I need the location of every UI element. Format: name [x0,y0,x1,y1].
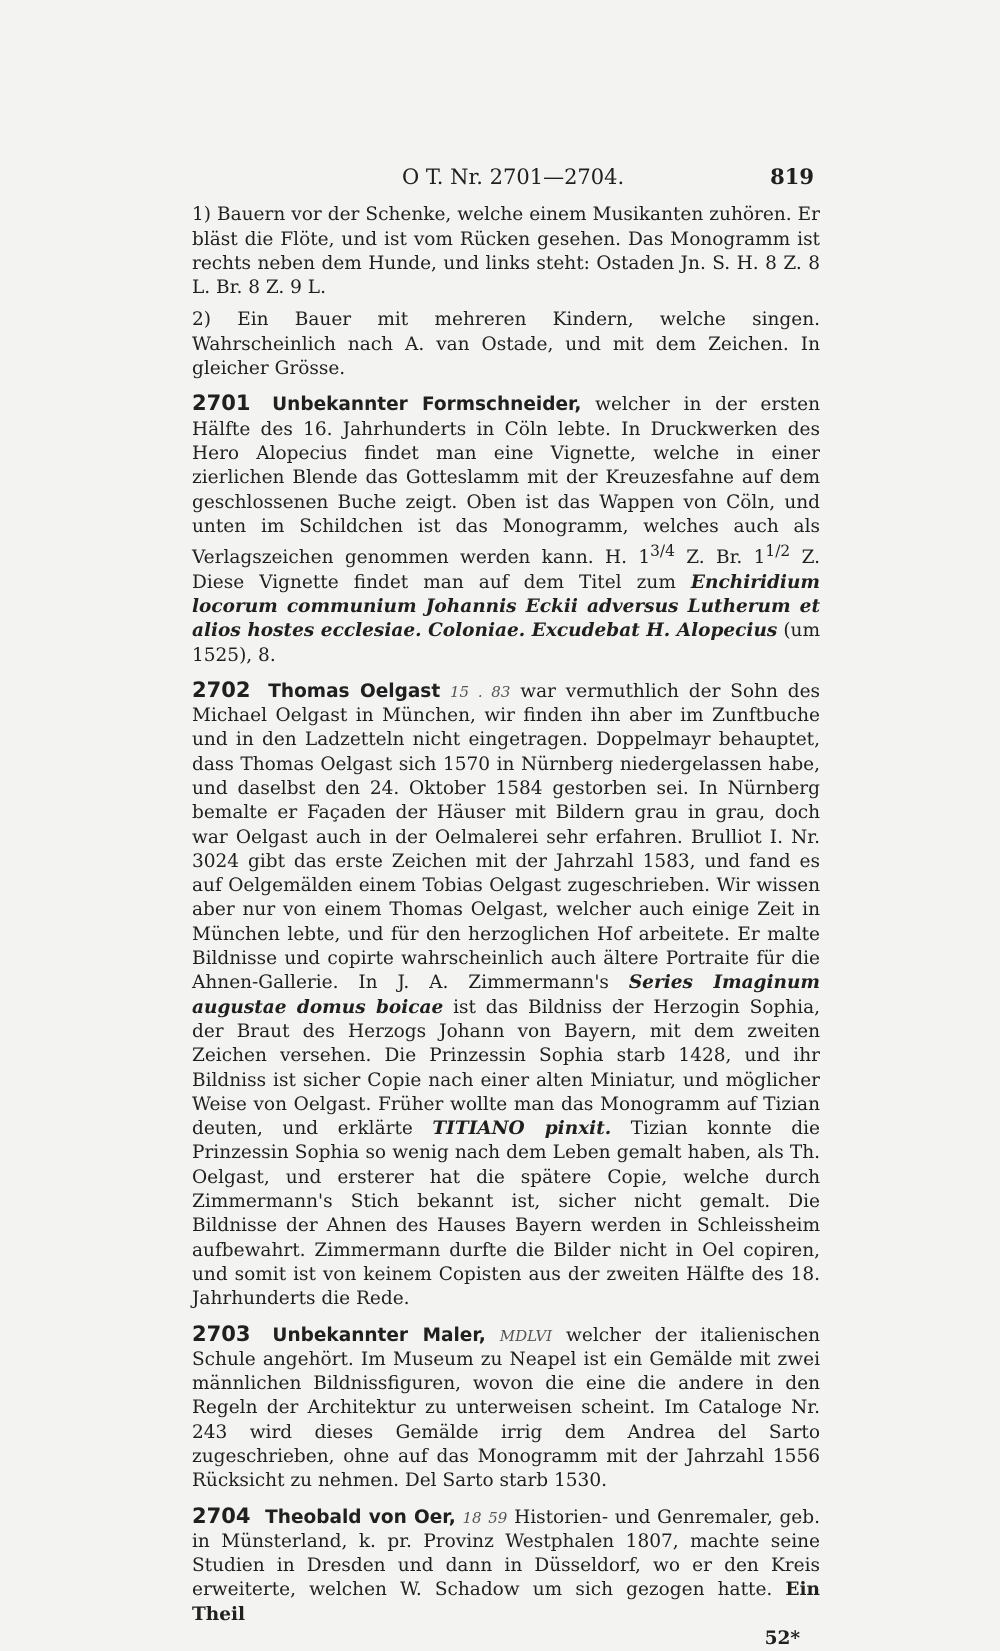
entry-2701 [192,391,820,667]
entry-number: 2702 [192,677,251,702]
entry-name: Unbekannter Maler, [272,1324,486,1346]
entry-text-bold: Ein Theil [192,1579,820,1625]
entry-text: (um 1525), 8. [192,620,820,666]
text-column [192,165,820,1651]
titian-inscription: TITIANO pinxit. [432,1118,612,1140]
entry-number: 2703 [192,1321,251,1346]
intro-paragraph-1: 1) Bauern vor der Schenke, welche einem Musikanten zuhören. Er bläst die Flöte, und ist vom Rücken gesehen. Das Monogramm ist rechts neben dem Hunde, und links steht: Ostaden Jn. S. H. 8 Z. 8 L. Br. 8 Z. 9 L. [192,204,820,299]
monogram-caption: MDLVI [499,1326,553,1345]
monogram-caption: 15 . 83 [450,682,511,701]
entry-text: Historien- und Genremaler, geb. in Münsterland, k. pr. Provinz Westphalen 1807, machte seine Studien in Dresden und dann in Düsseldorf, wo er den Kreis erweiterte, welchen W. Schadow um sich gezogen hatte. [192,1506,820,1601]
book-title: Enchiridium locorum communium Johannis Eckii adversus Lutherum et alios hostes ecclesiae. Coloniae. Excudebat H. Alopecius [192,571,820,642]
running-header [192,165,820,189]
entry-number: 2701 [192,391,251,416]
entry-text: welcher der italienischen Schule angehört. Im Museum zu Neapel ist ein Gemälde mit zwei männlichen Bildnissfiguren, wovon die eine die andere in den Regeln der Architektur zu unterweisen scheint. Im Cataloge Nr. 243 wird dieses Gemälde irrig dem Andrea del Sarto zugeschrieben, ohne auf das Monogramm mit der Jahrzahl 1556 Rücksicht zu nehmen. Del Sarto starb 1530. [192,1324,820,1492]
entry-text: ist das Bildniss der Herzogin Sophia, der Braut des Herzogs Johann von Bayern, mit dem zweiten Zeichen versehen. Die Prinzessin Sophia starb 1428, und ihr Bildniss ist sicher Copie nach einer alten Miniatur, und möglicher Weise von Oelgast. Früher wollte man das Monogramm auf Tizian deuten, und erklärte [192,996,820,1140]
monogram-caption-year-1: 18 [462,1508,482,1527]
book-title: Series Imaginum augustae domus boicae [192,972,820,1018]
entry-text: welcher in der ersten Hälfte des 16. Jahrhunderts in Cöln lebte. In Druckwerken des Hero Alopecius findet man eine Vignette, welche in einer zierlichen Blende das Gotteslamm mit der Kreuzesfahne auf dem geschlossenen Buche zeigt. Oben ist das Wappen von Cöln, und unten im Schildchen ist das Monogramm, welches auch als Verlagszeichen genommen werden kann. H. 1 [192,394,820,569]
entry-text: Z. Br. 1 [686,547,766,569]
entry-number: 2704 [192,1503,251,1528]
entry-text: war vermuthlich der Sohn des Michael Oelgast in München, wir finden ihn aber im Zunftbuche und in den Ladzetteln nicht eingetragen. Doppelmayr behauptet, dass Thomas Oelgast sich 1570 in Nürnberg niedergelassen habe, und daselbst den 24. Oktober 1584 gestorben sei. In Nürnberg bemalte er Façaden der Häuser mit Bildern grau in grau, doch war Oelgast auch in der Oelmalerei sehr erfahren. Brulliot I. Nr. 3024 gibt das erste Zeichen mit der Jahrzahl 1583, und fand es auf Oelgemälden einem Tobias Oelgast zugeschrieben. Wir wissen aber nur von einem Thomas Oelgast, welcher auch einige Zeit in München lebte, und für den herzoglichen Hof arbeitete. Er malte Bildnisse und copirte wahrscheinlich auch ältere Portraite für die Ahnen-Gallerie. In J. A. Zimmermann's [192,680,821,994]
fraction: 3/4 [650,542,675,561]
intro-paragraph-2: 2) Ein Bauer mit mehreren Kindern, welche singen. Wahrscheinlich nach A. van Ostade, und mit dem Zeichen. In gleicher Grösse. [192,309,820,380]
monogram-caption-year-2: 59 [488,1508,508,1527]
entry-2702 [192,678,820,1312]
entry-name: Thomas Oelgast [268,680,441,702]
entry-name: Unbekannter Formschneider, [272,394,582,416]
entry-text: Z. Diese Vignette findet man auf dem Titel zum [192,547,820,593]
signature-mark: 52* [764,1628,800,1650]
entry-2704 [192,1504,820,1651]
entry-2703 [192,1322,820,1494]
entry-text: Tizian konnte die Prinzessin Sophia so wenig nach dem Leben gemalt haben, als Th. Oelgast, und ersterer hat die spätere Copie, welche durch Zimmermann's Stich bekannt ist, sicher nicht gemalt. Die Bildnisse der Ahnen des Hauses Bayern werden in Schleissheim aufbewahrt. Zimmermann durfte die Bilder nicht in Oel copiren, und somit ist von keinem Copisten aus der zweiten Hälfte des 18. Jahrhunderts die Rede. [192,1118,820,1310]
entry-name: Theobald von Oer, [265,1506,456,1528]
running-title: O T. Nr. 2701—2704. [402,165,625,189]
fraction: 1/2 [765,542,791,561]
page-number: 819 [770,164,814,189]
